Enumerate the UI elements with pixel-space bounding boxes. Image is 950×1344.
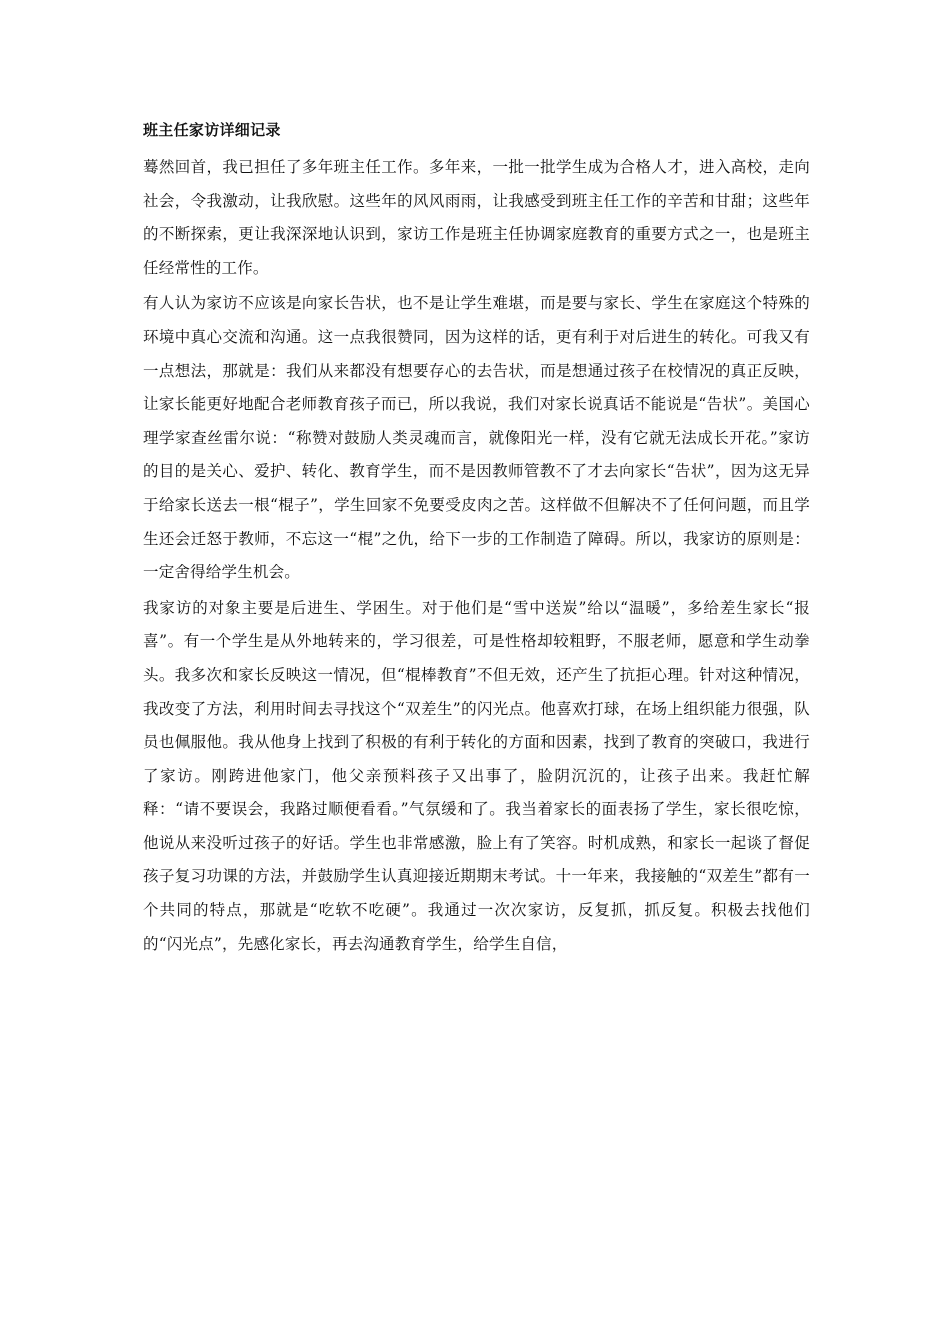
document-page	[143, 119, 810, 963]
paragraph-2: 有人认为家访不应该是向家长告状，也不是让学生难堪，而是要与家长、学生在家庭这个特殊的环境中真心交流和沟通。这一点我很赞同，因为这样的话，更有利于对后进生的转化。可我又有一点想法，那就是：我们从来都没有想要存心的去告状，而是想通过孩子在校情况的真正反映，让家长能更好地配合老师教育孩子而已，所以我说，我们对家长说真话不能说是“告状”。美国心理学家查丝雷尔说：“称赞对鼓励人类灵魂而言，就像阳光一样，没有它就无法成长开花。”家访的目的是关心、爱护、转化、教育学生，而不是因教师管教不了才去向家长“告状”，因为这无异于给家长送去一根“棍子”，学生回家不免要受皮肉之苦。这样做不但解决不了任何问题，而且学生还会迁怒于教师，不忘这一“棍”之仇，给下一步的工作制造了障碍。所以，我家访的原则是：一定舍得给学生机会。	[143, 294, 810, 582]
paragraph-1: 蓦然回首，我已担任了多年班主任工作。多年来，一批一批学生成为合格人才，进入高校，走向社会，令我激动，让我欣慰。这些年的风风雨雨，让我感受到班主任工作的辛苦和甘甜；这些年的不断探索，更让我深深地认识到，家访工作是班主任协调家庭教育的重要方式之一，也是班主任经常性的工作。	[143, 158, 810, 277]
document-title: 班主任家访详细记录	[143, 121, 281, 139]
paragraph-3: 我家访的对象主要是后进生、学困生。对于他们是“雪中送炭”给以“温暖”，多给差生家长“报喜”。有一个学生是从外地转来的，学习很差，可是性格却较粗野，不服老师，愿意和学生动拳头。我多次和家长反映这一情况，但“棍棒教育”不但无效，还产生了抗拒心理。针对这种情况，我改变了方法，利用时间去寻找这个“双差生”的闪光点。他喜欢打球，在场上组织能力很强，队员也佩服他。我从他身上找到了积极的有利于转化的方面和因素，找到了教育的突破口，我进行了家访。刚跨进他家门，他父亲预料孩子又出事了，脸阴沉沉的，让孩子出来。我赶忙解释：“请不要误会，我路过顺便看看。”气氛缓和了。我当着家长的面表扬了学生，家长很吃惊，他说从来没听过孩子的好话。学生也非常感激，脸上有了笑容。时机成熟，和家长一起谈了督促孩子复习功课的方法，并鼓励学生认真迎接近期期末考试。十一年来，我接触的“双差生”都有一个共同的特点，那就是“吃软不吃硬”。我通过一次次家访，反复抓，抓反复。积极去找他们的“闪光点”，先感化家长，再去沟通教育学生，给学生自信，	[143, 598, 810, 953]
